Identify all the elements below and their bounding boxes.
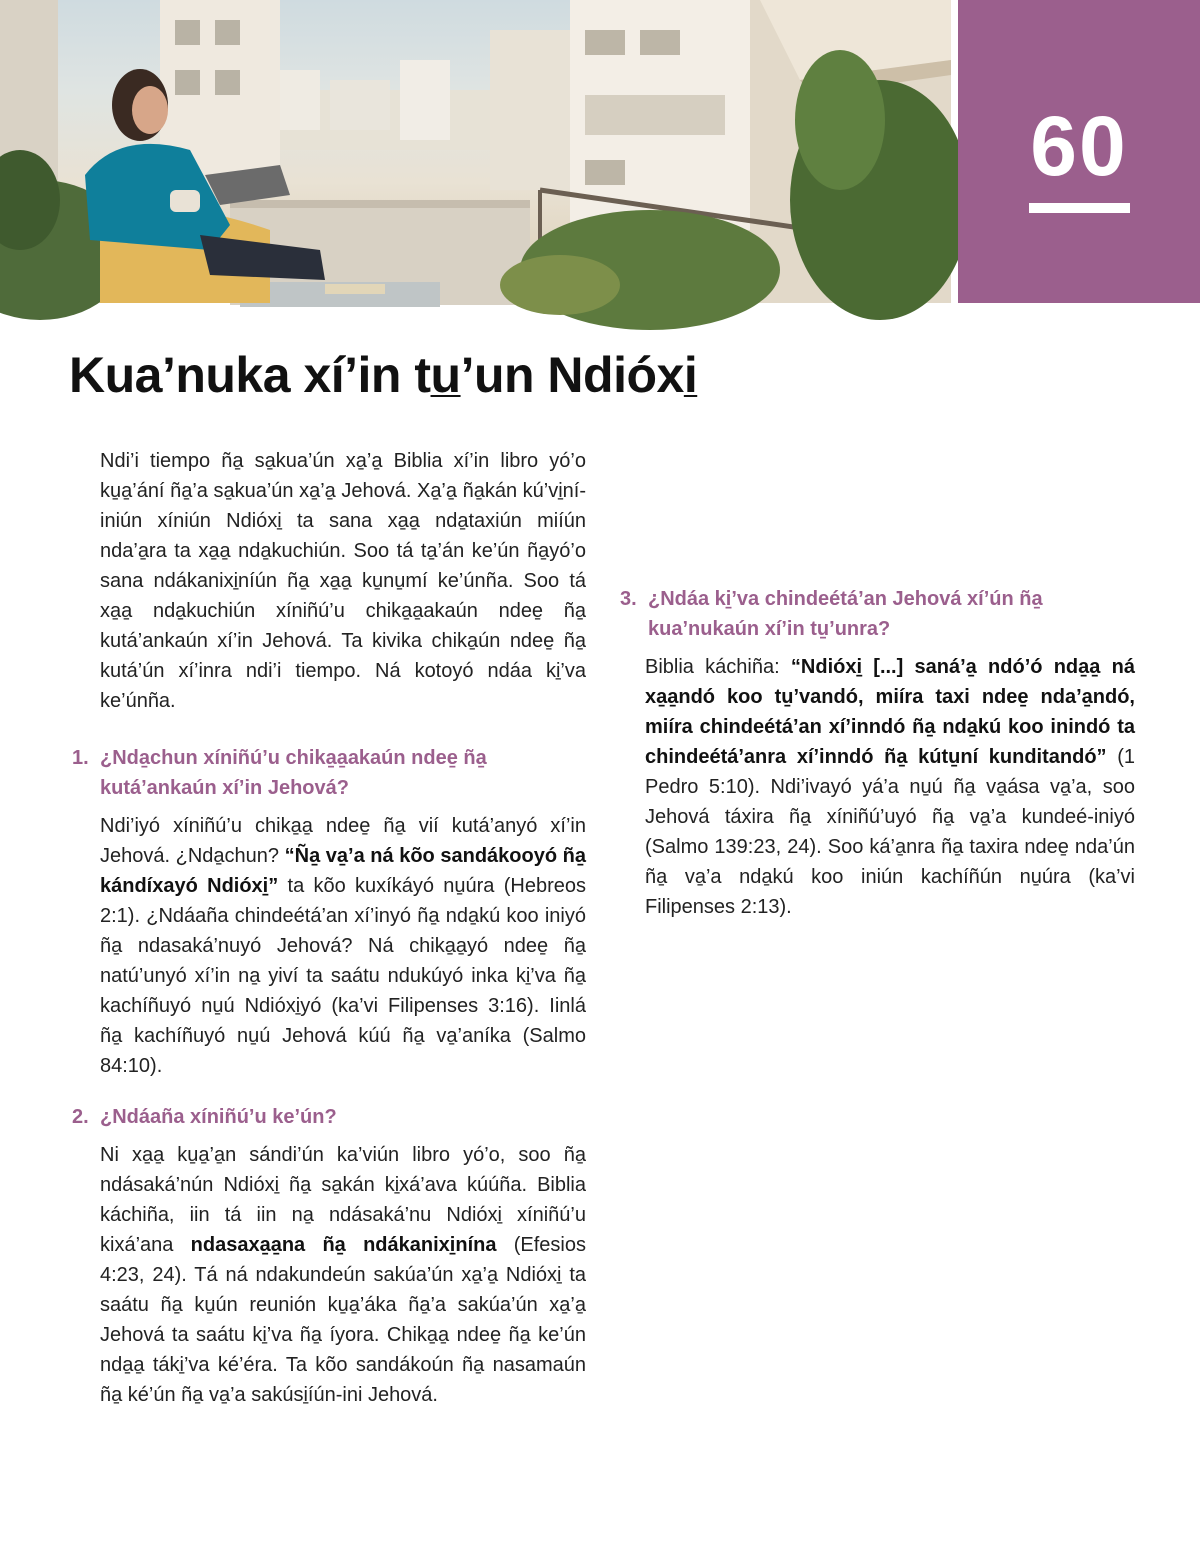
- paragraph-text: Ni xa̱a̱ ku̱a̱’a̱n sándi’ún ka’viún libro yó’o, soo ña̱ ndásaká’nún Ndióxi̱ ña̱ sa̱kán ki̱xá’ava kúúña. Biblia káchiña, iin tá iin na̱ ndásaká’nu Ndióxi̱ xíniñú’u kixá’ana: [100, 1144, 586, 1256]
- question-2-paragraph: [70, 1140, 586, 1406]
- emphasis-text: ndasaxa̱a̱na ña̱ ndákanixi̱nína: [190, 1234, 497, 1256]
- question-text: ¿Ndáaña xíniñú’u ke’ún?: [100, 1106, 337, 1128]
- chapter-number: 60: [1030, 99, 1128, 193]
- page-title: [69, 346, 697, 404]
- title-text-underlined: u: [430, 347, 461, 403]
- question-1-heading: [70, 743, 586, 803]
- title-text-underlined: i: [683, 347, 698, 403]
- question-number: 3.: [620, 588, 637, 610]
- paragraph-text: ta kõo kuxíkáyó nu̱úra (Hebreos 2:1). ¿Ndáaña chindeétá’an xí’inyó ña̱ nda̱kú koo iniyó ña̱ ndasaká’nuyó Jehová? Ná chika̱a̱yó ndee̱ ña̱ natú’unyó xí’in na̱ yiví ta saátu ndukúyó inka ki̱’va ña̱ kachíñuyó nu̱ú Ndióxi̱yó (ka’vi Filipenses 3:16). Iinlá ña̱ kachíñuyó nu̱ú Jehová kúú ña̱ va̱’aníka (Salmo 84:10).: [100, 875, 586, 1077]
- title-text-part: ’un Ndióx: [460, 347, 684, 403]
- chapter-underline: [1029, 203, 1130, 213]
- chapter-badge: [958, 0, 1200, 303]
- question-2-heading: [70, 1102, 586, 1132]
- paragraph-text: Ndi’iyó xíniñú’u chika̱a̱ ndee̱ ña̱ vií kutá’anyó xí’in Jehová. ¿Nda̱chun?: [100, 815, 586, 867]
- scripture-quote: “Ña̱ va̱’a ná kõo sandákooyó ña̱ kándíxayó Ndióxi̱”: [100, 845, 586, 897]
- question-3-heading: [618, 584, 1135, 644]
- paragraph-text: Biblia káchiña:: [645, 656, 791, 678]
- intro-paragraph: Ndi’i tiempo ña̱ sa̱kua’ún xa̱’a̱ Biblia xí’in libro yó’o ku̱a̱’ání ña̱’a sa̱kua’ún xa̱’a̱ Jehová. Xa̱’a̱ ña̱kán kú’vi̱ní-iniún xíniún Ndióxi̱ ta sana xa̱a̱ nda̱taxiún miíún nda’a̱ra ta xa̱a̱ nda̱kuchiún. Soo tá ta̱’án ke’ún ña̱yó’o sana ndákanixi̱níún ña̱ xa̱a̱ ku̱nu̱mí ke’únña. Soo tá xa̱a̱ nda̱kuchiún xíniñú’u chika̱a̱akaún ndee̱ ña̱ kutá’ankaún xí’in Jehová. Ta kivika chika̱ún ndee̱ ña̱ kutá’ún xí’inra ndi’i tiempo. Ná kotoyó ndáa ki̱’va ke’únña.: [100, 450, 586, 712]
- woman-reading-on-balcony-photo: [0, 0, 951, 303]
- question-number: 1.: [72, 747, 89, 769]
- scripture-quote: “Ndióxi̱ [...] saná’a̱ ndó’ó nda̱a̱ ná xa̱a̱ndó koo tu̱’vandó, miíra taxi ndee̱ nda’a̱ndó, miíra chindeétá’an xí’inndó ña̱ nda̱kú koo inindó ta chindeétá’anra xí’inndó ña̱ kútu̱ní kunditandó”: [645, 656, 1135, 768]
- question-3-paragraph: [618, 652, 1135, 922]
- question-1-paragraph: [70, 811, 586, 1081]
- right-column: [618, 446, 1135, 922]
- header-photo: [0, 0, 951, 303]
- question-number: 2.: [72, 1106, 89, 1128]
- question-text: ¿Nda̱chun xíniñú’u chika̱a̱akaún ndee̱ ña̱ kutá’ankaún xí’in Jehová?: [100, 747, 487, 799]
- paragraph-text: (Efesios 4:23, 24). Tá ná ndakundeún sakúa’ún xa̱’a̱ Ndióxi̱ ta saátu ña̱ ku̱ún reunión ku̱a̱’áka ña̱’a sakúa’ún xa̱’a̱ Jehová ta saátu ki̱’va ña̱ íyora. Chika̱a̱ ndee̱ ña̱ ke’ún nda̱a̱ táki̱’va ké’éra. Ta kõo sandákoún ña̱ nasamaún ña̱ ké’ún ña̱ va̱’a sakúsi̱íún-ini Jehová.: [100, 1234, 586, 1406]
- question-text: ¿Ndáa ki̱’va chindeétá’an Jehová xí’ún ña̱ kua’nukaún xí’in tu̱’unra?: [648, 588, 1043, 640]
- left-column: [70, 446, 586, 1406]
- title-text-part: Kua’nuka xí’in t: [69, 347, 431, 403]
- paragraph-text: (1 Pedro 5:10). Ndi’ivayó yá’a nu̱ú ña̱ va̱ása va̱’a, soo Jehová táxira ña̱ xíniñú’uyó ña̱ va̱’a kundeé-iniyó (Salmo 139:23, 24). Soo ká’a̱nra ña̱ taxira ndee̱ nda’ún ña̱ va̱’a nda̱kú koo iniún kachíñún nu̱úra (ka’vi Filipenses 2:13).: [645, 746, 1135, 918]
